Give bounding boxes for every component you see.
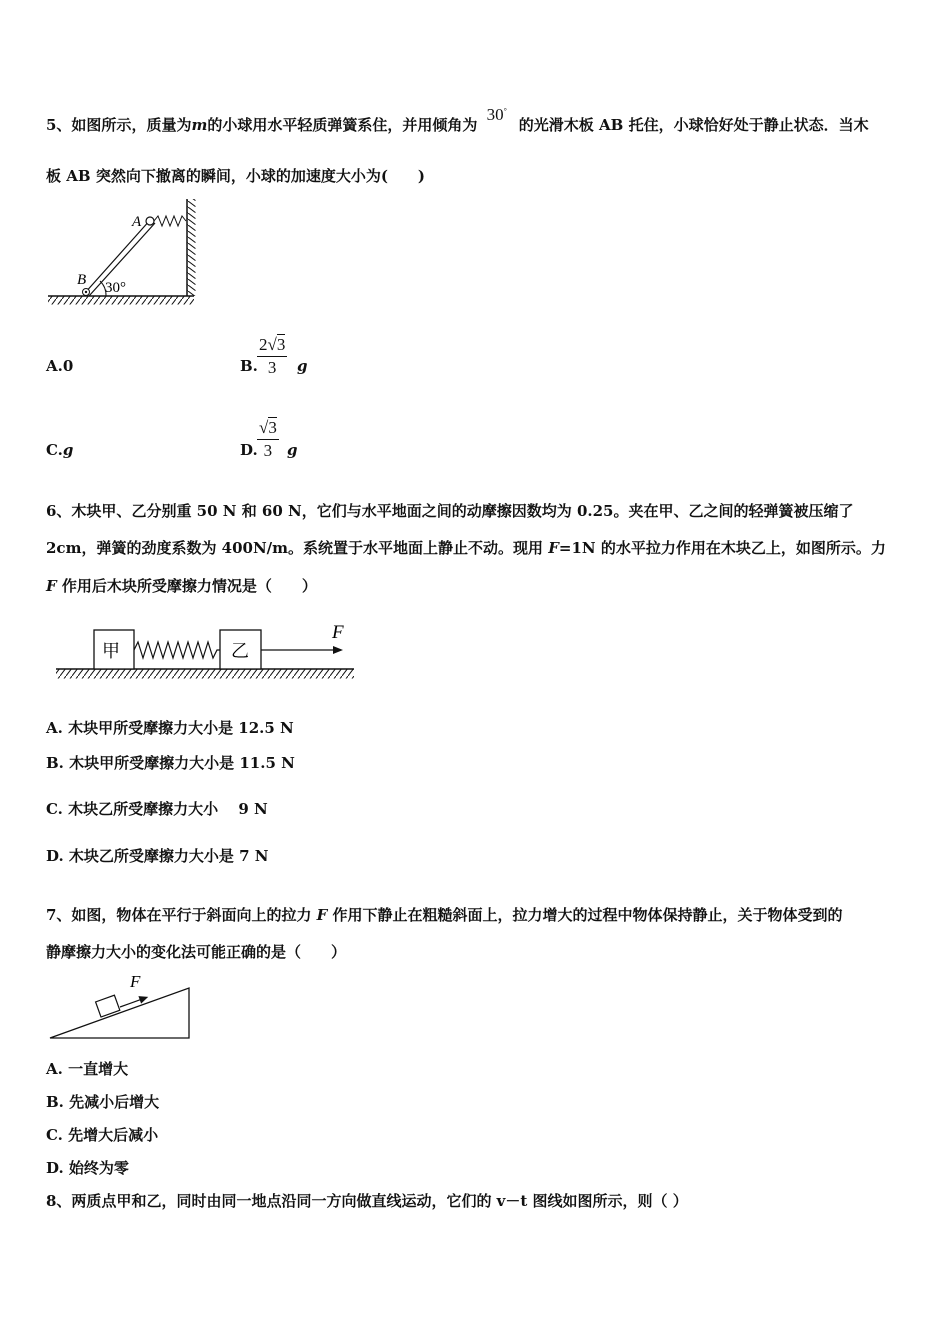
q7-figure (46, 970, 196, 1042)
q7-option-c[interactable]: C. 先增大后减小 (46, 1126, 159, 1144)
q5-mass-var: m (191, 116, 208, 134)
q7-option-a[interactable]: A. 一直增大 (46, 1060, 129, 1078)
q6-option-a[interactable]: A. 木块甲所受摩擦力大小是 12.5 N (46, 719, 294, 737)
q5-label-b: B (77, 272, 87, 288)
q6-option-d[interactable]: D. 木块乙所受摩擦力大小是 7 N (46, 847, 269, 865)
q5-ball (146, 217, 154, 225)
q7-option-d[interactable]: D. 始终为零 (46, 1159, 129, 1177)
sqrt-icon: √ (259, 418, 269, 437)
q6-option-b[interactable]: B. 木块甲所受摩擦力大小是 11.5 N (46, 754, 295, 772)
q5-text: 托住，小球恰好处于静止状态．当木 (628, 116, 869, 134)
q6-line-1: 6、木块甲、乙分别重 50 N 和 60 N，它们与水平地面之间的动摩擦因数均为 0.25。夹在甲、乙之间的轻弹簧被压缩了 (46, 502, 854, 520)
q7-line-2: 静摩擦力大小的变化法可能正确的是（ ） (46, 943, 347, 961)
q7-force-label: F (130, 972, 141, 991)
q6-spring (134, 642, 220, 658)
q6-block-yi-label: 乙 (231, 641, 249, 661)
q5-option-d-fraction: $\frac{√3}{3}$ (259, 418, 277, 460)
q5-board: AB (599, 116, 624, 134)
q5-text: 的光滑木板 (518, 116, 594, 134)
q5-angle-label: 30° (105, 280, 126, 296)
q6-figure (54, 620, 359, 685)
q6-option-c[interactable]: C. 木块乙所受摩擦力大小 9 N (46, 800, 268, 818)
q5-spring (154, 216, 186, 226)
q5-text: 的小球用水平轻质弹簧系住，并用倾角为 (207, 116, 478, 134)
q5-line-1 (46, 105, 869, 135)
q5-label-a: A (132, 214, 142, 230)
sqrt-icon: √ (267, 335, 277, 354)
q7-option-b[interactable]: B. 先减小后增大 (46, 1093, 160, 1111)
q5-option-b-fraction: $\frac{2√3}{3}$ (259, 335, 286, 377)
q5-line-2: 板 AB 突然向下撤离的瞬间，小球的加速度大小为( ) (46, 167, 426, 185)
q5-option-b[interactable]: B. (240, 357, 258, 375)
q5-text: 5、如图所示，质量为 (46, 116, 192, 134)
q8-line-1: 8、两质点甲和乙，同时由同一地点沿同一方向做直线运动，它们的 v－t 图线如图所示，则（ ） (46, 1192, 688, 1210)
q6-line-2: 2cm，弹簧的劲度系数为 400N/m。系统置于水平地面上静止不动。现用 F=1N 的水平拉力作用在木块乙上，如图所示。力 (46, 539, 886, 557)
q5-option-a[interactable]: A.0 (46, 357, 74, 375)
q5-angle: 30° (486, 105, 507, 124)
q7-incline (50, 988, 189, 1038)
q7-line-1: 7、如图，物体在平行于斜面向上的拉力 F 作用下静止在粗糙斜面上，拉力增大的过程中物体保持静止，关于物体受到的 (46, 906, 843, 924)
q5-option-d[interactable]: D. (240, 441, 258, 459)
q5-option-c[interactable]: C.g (46, 441, 74, 459)
q6-block-jia-label: 甲 (102, 641, 120, 661)
q5-option-d-var: g (287, 441, 298, 459)
q5-figure (44, 195, 204, 310)
q6-force-label: F (332, 622, 344, 643)
q5-option-b-var: g (297, 357, 308, 375)
q6-line-3: F 作用后木块所受摩擦力情况是（ ） (46, 577, 317, 595)
